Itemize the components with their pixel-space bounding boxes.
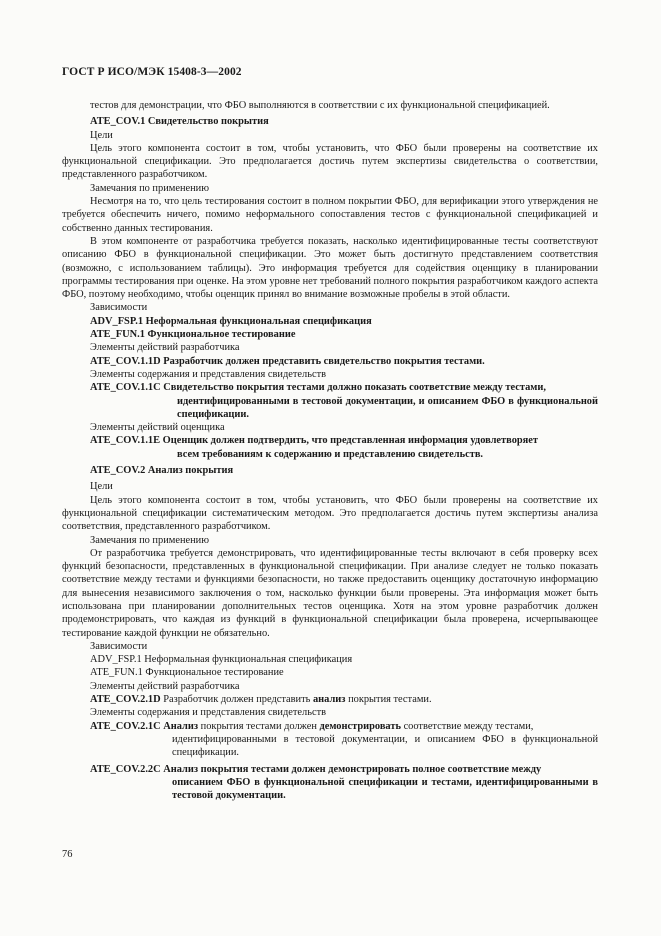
subheading-goals-2: Цели	[90, 481, 113, 493]
page-header-title: ГОСТ Р ИСО/МЭК 15408-3—2002	[62, 66, 242, 78]
element-ate-cov-1-1e	[62, 434, 598, 461]
element-id: ATE_COV.1.1D	[90, 355, 161, 367]
element-text: соответствие между тестами,	[403, 720, 534, 732]
element-ate-cov-2-1d	[62, 693, 598, 706]
subheading-developer-actions-1: Элементы действий разработчика	[90, 342, 240, 354]
subheading-dependencies-1: Зависимости	[90, 302, 148, 314]
document-body	[62, 99, 598, 802]
paragraph-goals-1: Цель этого компонента состоит в том, чтобы установить, что ФБО были проверены на соответствие их функциональной спецификации. Это предполагается достичь путем экспертизы свидетельства о соответствии, представленного разработчиком.	[62, 142, 598, 181]
subheading-evaluator-actions-1: Элементы действий оценщика	[90, 422, 225, 434]
dependency-adv-fsp1: ADV_FSP.1 Неформальная функциональная спецификация	[90, 654, 353, 666]
page-number: 76	[62, 849, 73, 860]
element-id: ATE_COV.2.1D	[90, 694, 161, 706]
element-text-continuation: всем требованиям к содержанию и представлению свидетельств.	[177, 448, 484, 460]
element-text-emphasis: Анализ	[163, 720, 199, 732]
element-text: Свидетельство покрытия тестами должно показать соответствие между тестами,	[163, 382, 546, 394]
element-ate-cov-1-1c	[62, 381, 598, 421]
element-text-continuation: описанием ФБО в функциональной спецификации и тестами, идентифицированными в тестовой документации.	[172, 776, 598, 802]
element-text: Оценщик должен подтвердить, что представленная информация удовлетворяет	[162, 435, 539, 447]
paragraph-notes-1a: Несмотря на то, что цель тестирования состоит в полном покрытии ФБО, для верификации этого утверждения не требуется обеспечить ничего, помимо неформального сопоставления тестов с функциональной спецификацией и собственно данных тестирования.	[62, 196, 598, 234]
element-text-emphasis: демонстрировать	[319, 720, 401, 732]
element-id: ATE_COV.1.1C	[90, 382, 161, 394]
dependency-adv-fsp1-bold: ADV_FSP.1 Неформальная функциональная спецификация	[90, 315, 372, 327]
element-text-continuation: идентифицированными в тестовой документации, и описанием ФБО в функциональной спецификации.	[172, 733, 598, 759]
subheading-dependencies-2: Зависимости	[90, 640, 148, 652]
element-id: ATE_COV.1.1E	[90, 435, 161, 447]
subheading-notes-1: Замечания по применению	[90, 182, 209, 194]
element-ate-cov-2-2c	[62, 763, 598, 803]
element-text: Анализ покрытия тестами должен демонстрировать полное соответствие между	[163, 763, 542, 775]
element-id: ATE_COV.2.2C	[90, 763, 161, 775]
paragraph-intro: тестов для демонстрации, что ФБО выполняются в соответствии с их функциональной спецификацией.	[90, 100, 550, 111]
subheading-notes-2: Замечания по применению	[90, 534, 209, 546]
dependency-ate-fun1-bold: ATE_FUN.1 Функциональное тестирование	[90, 329, 296, 341]
element-ate-cov-1-1d	[62, 355, 598, 368]
component-heading-cov1: ATE_COV.1 Свидетельство покрытия	[90, 116, 269, 128]
element-text-emphasis: анализ	[312, 694, 346, 706]
element-text: Разработчик должен представить	[163, 694, 311, 706]
paragraph-notes-1b: В этом компоненте от разработчика требуется показать, насколько идентифицированные тесты соответствуют описанию ФБО в функциональной спецификации. Это может быть достигнуто представлением соответствия (возможно, с использованием таблицы). Это информация требуется для содействия оценщику в планировании программы тестирования при оценке. На этом уровне нет требований полного покрытия разработчиком каждого аспекта ФБО, поэтому необходимо, чтобы оценщик принял во внимание возможные пробелы в этой области.	[62, 235, 598, 301]
paragraph-goals-2: Цель этого компонента состоит в том, чтобы установить, что ФБО были проверены на соответствие их функциональной спецификации систематическим методом. Это предполагается достичь путем экспертизы анализа соответствия, представленного разработчиком.	[62, 494, 598, 533]
subheading-goals-1: Цели	[90, 129, 113, 141]
element-text-continuation: идентифицированными в тестовой документации, и описанием ФБО в функциональной спецификации.	[177, 395, 598, 420]
component-heading-cov2: ATE_COV.2 Анализ покрытия	[90, 465, 234, 477]
paragraph-notes-2: От разработчика требуется демонстрировать, что идентифицированные тесты включают в себя проверку всех функций безопасности, представленных в функциональной спецификации. При анализе следует не только показать соответствие между тестами и функциями безопасности, но также предоставить оценщику достаточную информацию для вынесения независимого заключения о том, насколько функции были проверены. Эта информация может быть использована при планировании дополнительных тестов оценщика. Хотя на этом уровне разработчик должен продемонстрировать, что каждая из функций в функциональной спецификации была проверена, исчерпывающее тестирование каждой функции не обязательно.	[62, 547, 598, 639]
element-text: покрытия тестами.	[348, 694, 432, 706]
subheading-content-1: Элементы содержания и представления свидетельств	[90, 368, 327, 380]
element-ate-cov-2-1c	[62, 720, 598, 760]
subheading-developer-actions-2: Элементы действий разработчика	[90, 680, 240, 692]
subheading-content-2: Элементы содержания и представления свидетельств	[90, 707, 327, 719]
element-id: ATE_COV.2.1C	[90, 720, 161, 732]
dependency-ate-fun1: ATE_FUN.1 Функциональное тестирование	[90, 667, 284, 679]
element-text: покрытия тестами должен	[200, 720, 317, 732]
element-text: Разработчик должен представить свидетельство покрытия тестами.	[163, 355, 485, 367]
